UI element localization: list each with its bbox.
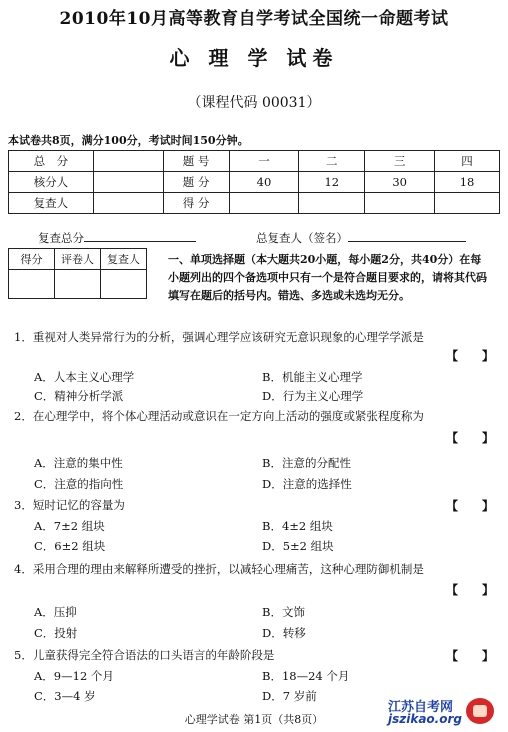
exam-title: 2010年10月高等教育自学考试全国统一命题考试 — [59, 9, 449, 29]
section-score-header-row — [9, 249, 147, 270]
section-score-header: 得分 — [9, 249, 55, 270]
question-option: A．注意的集中性 — [34, 456, 123, 470]
score-cell: 四 — [435, 151, 500, 172]
question-stem: 1．重视对人类异常行为的分析，强调心理学应该研究无意识现象的心理学学派是 — [14, 330, 424, 344]
section-score-blank — [55, 270, 101, 299]
score-table — [8, 150, 500, 214]
section-score-blank — [9, 270, 55, 299]
total-review-blank — [84, 230, 196, 242]
reviewer-sign-blank — [348, 230, 466, 242]
score-table-row — [9, 151, 500, 172]
score-cell — [93, 151, 163, 172]
score-cell: 复查人 — [9, 193, 94, 214]
question-option: C．6±2 组块 — [34, 539, 106, 553]
section-score-blank — [101, 270, 147, 299]
score-cell: 三 — [365, 151, 435, 172]
score-cell: 题 分 — [163, 172, 229, 193]
score-cell: 40 — [229, 172, 299, 193]
question-option: D．转移 — [262, 626, 306, 640]
answer-bracket: 【 】 — [445, 431, 494, 445]
score-cell — [229, 193, 299, 214]
question-option: A．人本主义心理学 — [34, 370, 135, 384]
fist-icon — [466, 698, 494, 724]
question-option: B．18—24 个月 — [262, 669, 350, 683]
score-cell: 得 分 — [163, 193, 229, 214]
subject-title: 心 理 学 试卷 — [169, 46, 339, 70]
question-stem: 3．短时记忆的容量为 — [14, 498, 125, 512]
question-option: C．投射 — [34, 626, 78, 640]
score-table-row — [9, 193, 500, 214]
question-stem: 5．儿童获得完全符合语法的口头语言的年龄阶段是 — [14, 648, 275, 662]
score-cell — [435, 193, 500, 214]
question-option: B．注意的分配性 — [262, 456, 351, 470]
question-option: D．注意的选择性 — [262, 477, 352, 491]
question-option: C．3—4 岁 — [34, 689, 96, 703]
score-cell: 题 号 — [163, 151, 229, 172]
question-option: A．9—12 个月 — [34, 669, 114, 683]
score-cell: 核分人 — [9, 172, 94, 193]
answer-bracket: 【 】 — [445, 499, 494, 513]
question-option: D．5±2 组块 — [262, 539, 334, 553]
score-cell: 12 — [299, 172, 365, 193]
section-instructions: 一、单项选择题（本大题共20小题，每小题2分，共40分）在每小题列出的四个备选项中只有一个是符合题目要求的，请将其代码填写在题后的括号内。错选、多选或未选均无分。 — [168, 253, 487, 302]
reviewer-sign-label: 总复查人（签名） — [256, 230, 466, 246]
section-score-table — [8, 248, 147, 299]
page-footer: 心理学试卷 第1页（共8页） — [184, 713, 324, 726]
exam-info: 本试卷共8页，满分100分，考试时间150分钟。 — [8, 134, 249, 147]
score-cell: 二 — [299, 151, 365, 172]
score-cell — [365, 193, 435, 214]
score-cell: 总 分 — [9, 151, 94, 172]
section-score-header: 复查人 — [101, 249, 147, 270]
answer-bracket: 【 】 — [445, 649, 494, 663]
score-cell — [93, 172, 163, 193]
total-review-label: 复查总分 — [38, 230, 196, 246]
question-option: D．行为主义心理学 — [262, 389, 364, 403]
score-cell: 一 — [229, 151, 299, 172]
section-score-blank-row — [9, 270, 147, 299]
question-option: B．文饰 — [262, 605, 305, 619]
question-option: B．4±2 组块 — [262, 519, 333, 533]
score-cell — [299, 193, 365, 214]
answer-bracket: 【 】 — [445, 583, 494, 597]
question-option: B．机能主义心理学 — [262, 370, 363, 384]
question-stem: 2．在心理学中，将个体心理活动或意识在一定方向上活动的强度或紧张程度称为 — [14, 409, 424, 423]
score-cell — [93, 193, 163, 214]
watermark-line2: jszikao.org — [388, 712, 462, 726]
score-cell: 30 — [365, 172, 435, 193]
question-option: A．压抑 — [34, 605, 77, 619]
score-table-row — [9, 172, 500, 193]
answer-bracket: 【 】 — [445, 349, 494, 363]
course-code: （课程代码 00031） — [187, 95, 321, 111]
question-option: C．精神分析学派 — [34, 389, 124, 403]
site-watermark-logo — [388, 698, 500, 728]
score-cell: 18 — [435, 172, 500, 193]
question-option: A．7±2 组块 — [34, 519, 105, 533]
section-score-header: 评卷人 — [55, 249, 101, 270]
question-option: D．7 岁前 — [262, 689, 317, 703]
watermark-line1: 江苏自考网 — [388, 700, 454, 715]
question-stem: 4．采用合理的理由来解释所遭受的挫折，以减轻心理痛苦，这种心理防御机制是 — [14, 562, 424, 576]
question-option: C．注意的指向性 — [34, 477, 124, 491]
